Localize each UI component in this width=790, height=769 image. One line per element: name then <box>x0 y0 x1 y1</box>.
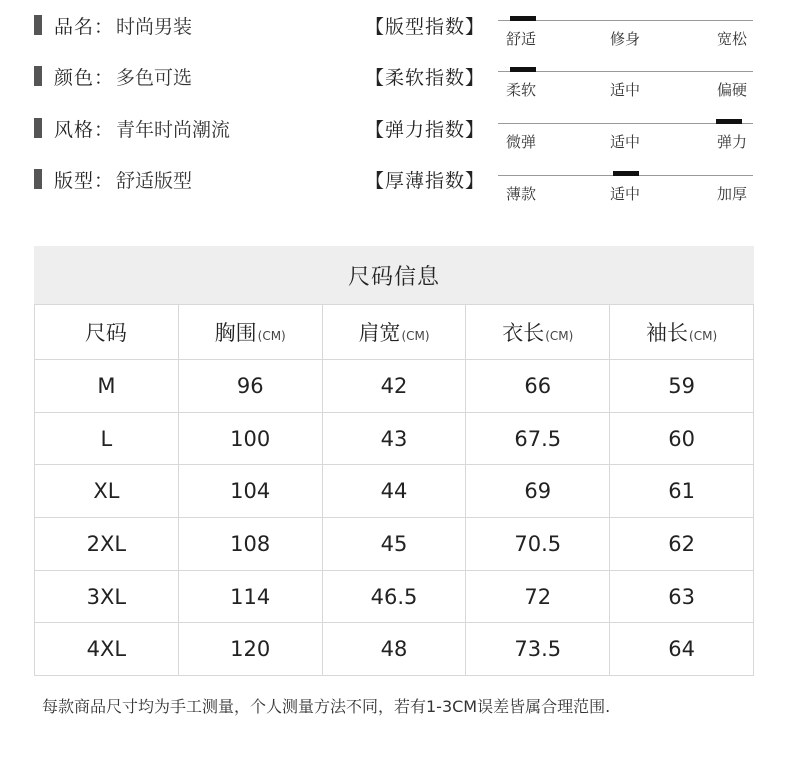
table-row <box>35 518 754 571</box>
table-cell: 59 <box>610 360 754 413</box>
scale-marker <box>613 171 639 176</box>
table-cell: 108 <box>178 518 322 571</box>
index-scale-softness <box>498 67 753 107</box>
attr-bullet <box>34 15 42 35</box>
table-row <box>35 412 754 465</box>
scale-line <box>498 20 753 21</box>
index-title-softness: 【柔软指数】 <box>365 67 486 89</box>
table-row <box>35 570 754 623</box>
table-cell: 120 <box>178 623 322 676</box>
attr-bullet <box>34 66 42 86</box>
scale-label: 适中 <box>610 185 641 203</box>
table-cell: 96 <box>178 360 322 413</box>
index-scale-thickness <box>498 171 753 211</box>
header-cell <box>322 305 466 360</box>
index-scale-elasticity <box>498 119 753 159</box>
header-label: 尺码 <box>84 321 127 345</box>
attr-row-name <box>34 10 192 40</box>
table-cell: 61 <box>610 465 754 518</box>
attr-row-color <box>34 61 192 91</box>
attr-row-style <box>34 113 230 143</box>
scale-label: 柔软 <box>506 81 537 99</box>
table-cell: 100 <box>178 412 322 465</box>
table-cell: 114 <box>178 570 322 623</box>
table-cell: 72 <box>466 570 610 623</box>
attr-value: 舒适版型 <box>116 169 193 192</box>
table-cell: 2XL <box>35 518 179 571</box>
scale-label: 偏硬 <box>716 81 747 99</box>
table-cell: L <box>35 412 179 465</box>
header-cell <box>466 305 610 360</box>
index-scale-fit <box>498 16 753 56</box>
header-cell <box>178 305 322 360</box>
scale-label: 宽松 <box>716 30 747 48</box>
table-cell: 73.5 <box>466 623 610 676</box>
header-label: 肩宽 <box>358 321 401 345</box>
index-title-thickness: 【厚薄指数】 <box>365 170 486 192</box>
index-title-elasticity: 【弹力指数】 <box>365 119 486 141</box>
scale-marker <box>716 119 742 124</box>
scale-label: 适中 <box>610 81 641 99</box>
measurement-footnote: 每款商品尺寸均为手工测量，个人测量方法不同，若有1-3CM误差皆属合理范围. <box>42 697 611 716</box>
scale-label: 舒适 <box>506 30 537 48</box>
scale-line <box>498 123 753 124</box>
table-cell: 42 <box>322 360 466 413</box>
table-cell: 46.5 <box>322 570 466 623</box>
scale-label: 修身 <box>610 30 641 48</box>
table-cell: 3XL <box>35 570 179 623</box>
header-unit: (CM) <box>401 329 430 343</box>
header-unit: (CM) <box>689 329 718 343</box>
table-cell: 69 <box>466 465 610 518</box>
table-cell: 62 <box>610 518 754 571</box>
size-table <box>34 304 754 676</box>
table-cell: 48 <box>322 623 466 676</box>
scale-marker <box>510 16 536 21</box>
table-row <box>35 623 754 676</box>
header-label: 胸围 <box>214 321 257 345</box>
scale-label: 薄款 <box>506 185 537 203</box>
header-cell <box>610 305 754 360</box>
size-table-title: 尺码信息 <box>34 246 754 304</box>
table-cell: 67.5 <box>466 412 610 465</box>
scale-label: 适中 <box>610 133 641 151</box>
attr-bullet <box>34 118 42 138</box>
table-cell: 44 <box>322 465 466 518</box>
attr-row-fit <box>34 164 192 194</box>
table-cell: M <box>35 360 179 413</box>
table-cell: 64 <box>610 623 754 676</box>
attr-label: 品名： <box>54 15 115 38</box>
table-cell: 60 <box>610 412 754 465</box>
scale-line <box>498 71 753 72</box>
index-title-fit: 【版型指数】 <box>365 16 486 38</box>
scale-label: 微弹 <box>506 133 537 151</box>
table-cell: 70.5 <box>466 518 610 571</box>
attr-label: 版型： <box>54 169 115 192</box>
header-unit: (CM) <box>257 329 286 343</box>
attr-value: 青年时尚潮流 <box>116 118 231 141</box>
table-header-row <box>35 305 754 360</box>
header-label: 袖长 <box>646 321 689 345</box>
table-cell: XL <box>35 465 179 518</box>
attr-value: 多色可选 <box>116 66 193 89</box>
size-table-section <box>34 246 754 676</box>
header-cell <box>35 305 179 360</box>
scale-label: 弹力 <box>716 133 747 151</box>
header-label: 衣长 <box>502 321 545 345</box>
table-cell: 63 <box>610 570 754 623</box>
table-cell: 104 <box>178 465 322 518</box>
attr-label: 风格： <box>54 118 115 141</box>
table-cell: 4XL <box>35 623 179 676</box>
table-row <box>35 465 754 518</box>
attr-bullet <box>34 169 42 189</box>
table-row <box>35 360 754 413</box>
table-cell: 66 <box>466 360 610 413</box>
attr-label: 颜色： <box>54 66 115 89</box>
header-unit: (CM) <box>545 329 574 343</box>
table-cell: 43 <box>322 412 466 465</box>
table-cell: 45 <box>322 518 466 571</box>
scale-label: 加厚 <box>716 185 747 203</box>
scale-marker <box>510 67 536 72</box>
attr-value: 时尚男装 <box>116 15 193 38</box>
